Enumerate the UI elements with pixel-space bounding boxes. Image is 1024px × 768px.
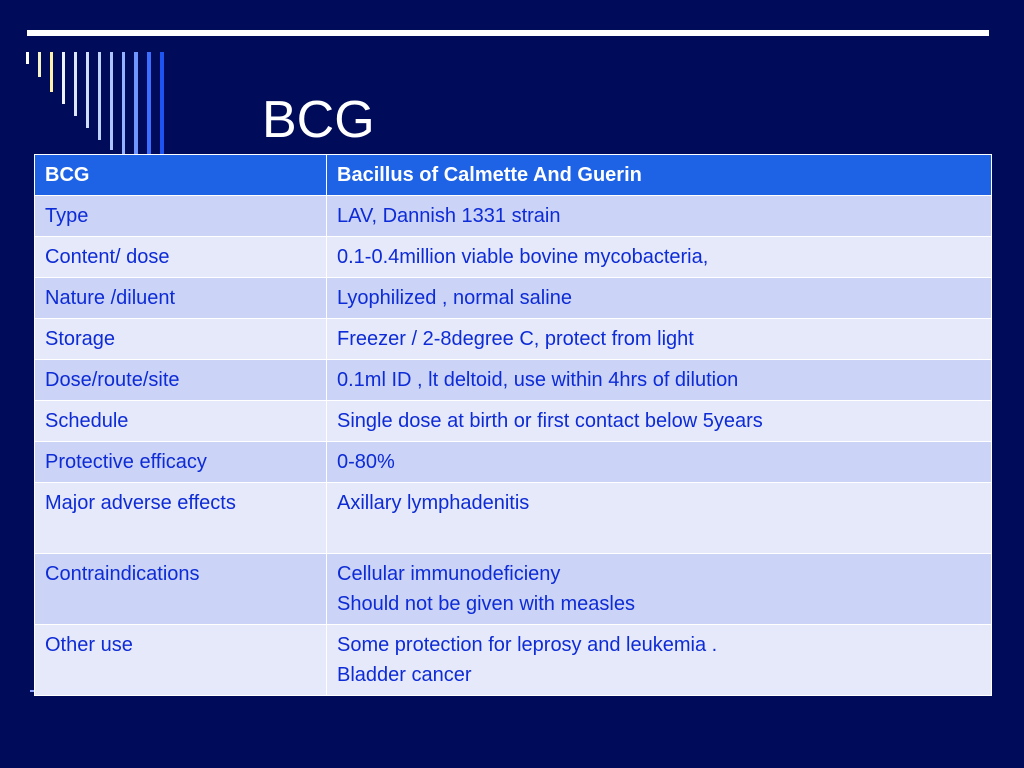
row-label-cell: Content/ dose	[35, 237, 327, 278]
row-value-line: 0.1ml ID , lt deltoid, use within 4hrs of dilution	[337, 369, 739, 391]
table-row	[35, 483, 992, 554]
row-value-cell	[327, 237, 992, 278]
row-value-line: Axillary lymphadenitis	[337, 492, 530, 514]
row-value-line: LAV, Dannish 1331 strain	[337, 205, 561, 227]
row-value-line: 0.1-0.4million viable bovine mycobacteria,	[337, 246, 709, 268]
row-value-line: Lyophilized , normal saline	[337, 287, 572, 309]
row-value-cell	[327, 278, 992, 319]
row-label-cell: Storage	[35, 319, 327, 360]
row-value-cell	[327, 319, 992, 360]
table-row	[35, 442, 992, 483]
row-label-cell: Nature /diluent	[35, 278, 327, 319]
row-value-cell	[327, 625, 992, 696]
row-value-cell	[327, 442, 992, 483]
row-label-cell: Contraindications	[35, 554, 327, 625]
decorative-stripes	[0, 0, 200, 160]
row-label-cell: Type	[35, 196, 327, 237]
table-header-cell: BCG	[35, 155, 327, 196]
row-label-cell: Protective efficacy	[35, 442, 327, 483]
table-row	[35, 554, 992, 625]
table-row	[35, 278, 992, 319]
row-label-cell: Schedule	[35, 401, 327, 442]
table-header-row	[35, 155, 992, 196]
row-value-line: Cellular immunodeficieny	[337, 563, 561, 585]
table-header-cell: Bacillus of Calmette And Guerin	[327, 155, 992, 196]
table-row	[35, 237, 992, 278]
row-label-cell: Major adverse effects	[35, 483, 327, 554]
table-row	[35, 625, 992, 696]
row-value-line: Single dose at birth or first contact below 5years	[337, 410, 763, 432]
table-row	[35, 360, 992, 401]
row-value-cell	[327, 196, 992, 237]
table-row	[35, 319, 992, 360]
row-value-cell	[327, 483, 992, 554]
row-value-line: Should not be given with measles	[337, 593, 635, 615]
row-value-cell	[327, 554, 992, 625]
row-value-line: Freezer / 2-8degree C, protect from light	[337, 328, 694, 350]
row-label-cell: Other use	[35, 625, 327, 696]
slide-title: BCG	[262, 91, 375, 149]
row-value-cell	[327, 401, 992, 442]
bcg-info-table	[34, 154, 992, 696]
row-value-line: Some protection for leprosy and leukemia .	[337, 634, 718, 656]
table-row	[35, 196, 992, 237]
row-value-line: Bladder cancer	[337, 664, 472, 686]
row-value-line: 0-80%	[337, 451, 395, 473]
row-value-cell	[327, 360, 992, 401]
row-label-cell: Dose/route/site	[35, 360, 327, 401]
table-row	[35, 401, 992, 442]
table-body	[35, 196, 992, 696]
